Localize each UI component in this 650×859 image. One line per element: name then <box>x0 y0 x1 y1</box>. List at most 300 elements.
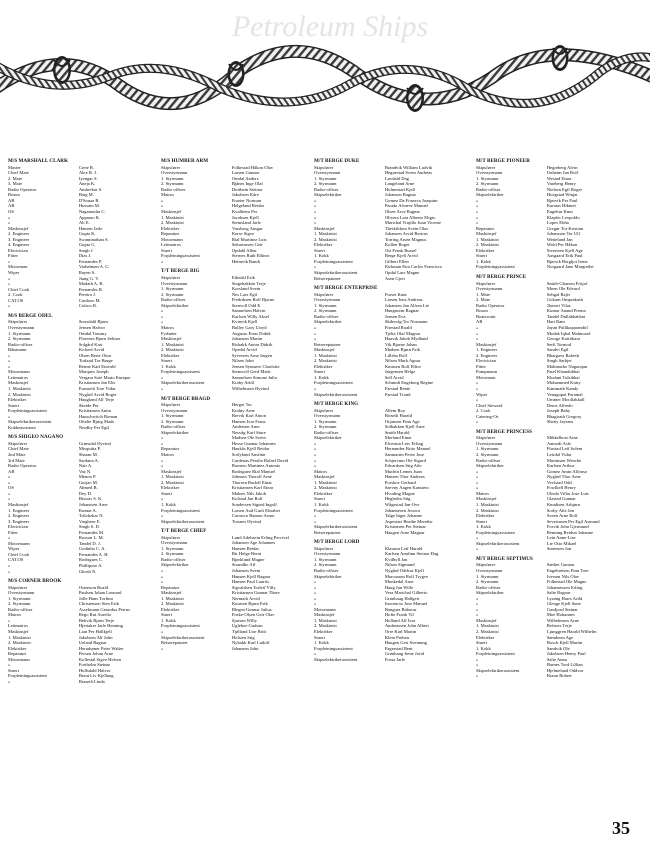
crew-name: Sell Arvid <box>384 374 404 380</box>
rope-banner-illustration <box>0 0 650 130</box>
crew-rank: Skipsfører <box>161 534 181 540</box>
crew-name: Bir Helge Bernt <box>231 551 262 557</box>
crew-name: Hansen Ivar Frans <box>231 418 266 424</box>
crew-name: Hauschwitch Roman <box>78 413 118 419</box>
crew-rank: » <box>476 479 479 485</box>
crew-name: Swaminathan S. <box>78 236 109 242</box>
crew-rank: » <box>161 496 164 502</box>
crew-name: Opedal Arvid <box>231 347 257 353</box>
crew-rank: Skipselektriker <box>314 319 342 325</box>
crew-rank: Skipselektrikerassistent <box>8 419 52 425</box>
crew-name: Kvalheim Per <box>231 208 258 214</box>
crew-name: Renning Reidun Johanne <box>546 529 594 535</box>
crew-rank: Motorman <box>476 374 496 380</box>
crew-rank: » <box>8 617 11 623</box>
crew-rank: Fitter <box>8 529 18 535</box>
crew-rank: Overstyrmann <box>314 413 341 419</box>
crew-rank: 1. Maskinist <box>161 474 184 480</box>
crew-name: Venugopal Paramal <box>546 391 583 397</box>
crew-name: Nilsen Sigmund <box>384 562 415 568</box>
crew-rank: Chief Mate <box>8 446 29 452</box>
crew-rank: 1. Styrmann <box>314 175 337 181</box>
crew-rank: » <box>161 440 164 446</box>
crew-rank: » <box>314 513 317 519</box>
crew-rank: Forpleiningsassistent <box>161 507 200 513</box>
crew-rank: Skipsfører <box>314 545 334 551</box>
crew-name: Jensen Halvor <box>78 324 105 330</box>
crew-rank: 1. Styrmann <box>161 286 184 292</box>
crew-name: Barnes Tord Lillian <box>546 662 583 668</box>
crew-name: Moen Ole Edvard <box>546 286 580 292</box>
crew-rank: Skipsfører <box>314 164 334 170</box>
crew-name: Bjørvik Per Paul <box>546 197 578 203</box>
crew-rank: Skipsfører <box>161 402 181 408</box>
ship-section <box>476 429 630 552</box>
crew-rank: Skipselektriker <box>476 192 504 198</box>
crew-rank: Overstyrmann <box>314 551 341 557</box>
crew-name: Engebretsen Finn Tore <box>546 568 589 574</box>
crew-rank: » <box>476 656 479 662</box>
crew-name: Jacobsen Kjell <box>231 214 259 220</box>
crew-rank: » <box>314 208 317 214</box>
crew-rank: Radio Operator <box>8 463 37 469</box>
crew-name: Sigvaldsen Torleif Villy <box>231 584 276 590</box>
crew-rank: Reparatør <box>161 446 180 452</box>
crew-rank: 2. Styrmann <box>476 452 499 458</box>
crew-name: Nielsen Egil Roger <box>546 186 583 192</box>
crew-name: Jakobsen Kåre <box>231 192 259 198</box>
crew-rank: Elektriker <box>314 490 333 496</box>
crew-name: Vik Bjarne Johan <box>384 341 417 347</box>
ship-name: M/T BERGE LORD <box>314 539 360 546</box>
crew-rank: Skipsfører <box>8 584 28 590</box>
crew-name: Marcussen Rolf Trygve <box>384 573 429 579</box>
crew-row <box>8 425 162 431</box>
crew-name: Ueland Ragnar <box>78 640 107 646</box>
ship-name: M/T BERGE KING <box>314 401 359 408</box>
crew-rank: 1. Maskinist <box>8 634 31 640</box>
crew-rank: 1. Kokk <box>314 253 329 259</box>
crew-name: Torring Arsen Magnus <box>384 236 427 242</box>
crew-rank: Wiper <box>476 391 488 397</box>
crew-rank: Skipselektriker <box>314 435 342 441</box>
crew-name: Hansen Jarle <box>78 225 103 231</box>
rope-knot-icon <box>552 45 569 71</box>
crew-name: Hegreberg Alvin <box>546 164 578 170</box>
crew-name: Knutsen Bjørn Erik <box>231 601 268 607</box>
crew-name: Martinsen Wenche <box>546 457 582 463</box>
ship-name: T/T BERGE CHIEF <box>161 528 207 535</box>
crew-rank: Overstyrmann <box>476 170 503 176</box>
crew-rank: Stuert <box>8 402 19 408</box>
ship-name: M/S CORNER BROOK <box>8 578 62 585</box>
crew-rank: » <box>8 479 11 485</box>
crew-rank: » <box>8 363 11 369</box>
crew-rank: » <box>8 214 11 220</box>
crew-name: Ubeda Villar Jose Luis <box>546 490 589 496</box>
ship-name: M/T BERGE PRINCE <box>476 273 527 280</box>
crew-name: Nair A. <box>78 463 93 469</box>
crew-rank: » <box>476 546 479 552</box>
crew-rank: Wiper <box>8 546 20 552</box>
crew-name: Sardana A. <box>78 457 99 463</box>
crew-name: Lysøng Harrs Arild <box>546 595 583 601</box>
crew-name: Hjelmeland Oddvar <box>546 667 584 673</box>
crew-name: Hansen Thor Andreas <box>384 474 425 480</box>
crew-rank: Matros <box>161 324 175 330</box>
crew-rank: » <box>314 336 317 342</box>
crew-rank: 1. Kokk <box>161 363 176 369</box>
crew-rank: 1. Styrmann <box>476 175 499 181</box>
crew-rank: Stuert <box>314 369 325 375</box>
crew-rank: 2. Styrmann <box>161 181 184 187</box>
crew-rank: OS <box>8 485 14 491</box>
crew-rank: » <box>8 281 11 287</box>
crew-name: Haugland Alf Terje <box>78 397 115 403</box>
crew-name: Smith-Gharsen Fritjof <box>546 280 588 286</box>
crew-rank: Reparatør <box>8 651 27 657</box>
crew-name: Samuelsen Simone Julia <box>231 374 277 380</box>
crew-rank: Forpleiningsassistent <box>314 380 353 386</box>
crew-row <box>8 569 162 575</box>
crew-rank: 2. Maskinist <box>161 479 184 485</box>
crew-rank: 1. Engineer <box>476 347 498 353</box>
crew-name: Eikedal Erik <box>231 275 255 281</box>
crew-name: Sandvi Egil <box>546 347 569 353</box>
crew-row <box>476 419 630 425</box>
crew-name: Sondersen Sigurd Ingolf <box>231 501 277 507</box>
crew-name: Marichal Trujillo Juan Vicente <box>384 220 441 226</box>
crew-name: Kristiansen Karl Einar <box>231 485 274 491</box>
crew-name: Khalani Tulsibhai <box>546 374 580 380</box>
crew-name: Alex R. J. <box>78 170 98 176</box>
crew-rank: Fitter <box>476 363 486 369</box>
ship-name: M/S BERGE ODEL <box>8 312 53 319</box>
crew-name: Lund Adelstein Erling Percival <box>231 534 289 540</box>
crew-rank: 3. Engineer <box>8 518 30 524</box>
crew-name: Larsen Gunnar <box>231 170 260 176</box>
ship-section <box>476 556 630 679</box>
crew-name: Jørgensen Helge <box>384 369 416 375</box>
crew-name: Monkedal Arne <box>384 579 414 585</box>
crew-name: Hari Ram <box>546 319 565 325</box>
crew-rank: 2nd Mate <box>8 452 26 458</box>
crew-rank: Elektriker <box>161 352 180 358</box>
crew-rank: » <box>314 220 317 226</box>
crew-rank: Overstyrmann <box>8 324 35 330</box>
crew-rank: 1. Kokk <box>476 258 491 264</box>
ship-name: M/T BERGE SEPTIMUS <box>476 555 533 562</box>
crew-rank: Skipsfører <box>476 164 496 170</box>
crew-rank: Skipselektrikerassistent <box>314 391 358 397</box>
crew-rank: Skipsfører <box>476 435 496 441</box>
crew-rank: OS <box>8 208 14 214</box>
crew-name: Therkildsen Svein Olav <box>384 225 429 231</box>
crew-rank: 2. Styrmann <box>161 418 184 424</box>
crew-rank: » <box>8 678 11 684</box>
crew-name: Nes Lars Egil <box>231 291 258 297</box>
crew-name: Vassbrog Ansgar <box>231 225 263 231</box>
crew-name: Nybakk Karl Ludolf <box>231 640 270 646</box>
crew-name: Madath A. R. <box>78 281 104 287</box>
crew-name: Folkestad Ole Magne <box>546 579 587 585</box>
crew-rank: Maskinsjef <box>8 629 29 635</box>
crew-rank: AB <box>8 203 15 209</box>
crew-name: Morland Einar <box>384 435 412 441</box>
crew-name: Gregør Tor Kristian <box>546 225 584 231</box>
crew-rank: 1. Kokk <box>314 501 329 507</box>
crew-name: Refsnes Terje <box>546 623 572 629</box>
crew-name: Brandvik William Ludvik <box>384 164 433 170</box>
crew-name: Gupta K. <box>78 231 96 237</box>
crew-rank: » <box>8 562 11 568</box>
crew-row <box>314 276 468 282</box>
crew-name: Severinsen Per Egil Asmund <box>546 518 600 524</box>
crew-name: Jayan Pullikaparambil <box>546 324 588 330</box>
crew-rank: 1. Styrmann <box>314 302 337 308</box>
crew-name: Aamodt Asle <box>546 440 571 446</box>
crew-rank: Lettmatros <box>161 242 181 248</box>
crew-rank: Skipselektrikerassistent <box>161 380 205 386</box>
crew-rank: Stuert <box>476 253 487 259</box>
crew-name: Haug Jan Wille <box>384 584 414 590</box>
crew-rank: Skipsfører <box>8 440 28 446</box>
crew-name: Salte Ragnar <box>546 590 571 596</box>
crew-rank: 2. Maskinist <box>314 485 337 491</box>
crew-name: Langeland Arne <box>384 181 415 187</box>
crew-name: Denis Alfredo <box>546 402 573 408</box>
crew-name: Persen Johan Arne <box>78 651 114 657</box>
crew-rank: » <box>161 197 164 203</box>
crew-name: Iversen Nils Olav <box>546 573 580 579</box>
crew-rank: » <box>161 374 164 380</box>
crew-name: Asselmann Gerardus Petrus <box>78 606 130 612</box>
crew-name: Vevlstad Odd <box>546 479 572 485</box>
crew-name: Heimvik Randi <box>231 258 261 264</box>
crew-name: Farstad Bente <box>384 385 411 391</box>
crew-name: Smith Harald <box>384 429 410 435</box>
crew-rank: 1. Styrmann <box>314 556 337 562</box>
crew-row <box>314 530 468 536</box>
crew-name: Wetteland Jan <box>546 236 573 242</box>
crew-rank: Radio-offiser <box>314 429 339 435</box>
crew-rank: 1. Styrmann <box>476 446 499 452</box>
crew-row <box>161 386 315 392</box>
crew-name: Baig M. <box>78 192 94 198</box>
crew-rank: Overstyrmann <box>161 540 188 546</box>
crew-name: Kristiansen Gunnar Thore <box>231 590 280 596</box>
crew-rank: Radio-offiser <box>161 186 186 192</box>
crew-name: Hesse Gunnar Johannes <box>231 440 276 446</box>
crew-rank: » <box>314 651 317 657</box>
crew-rank: » <box>476 203 479 209</box>
crew-rank: » <box>161 579 164 585</box>
crew-rank: 1. Styrmann <box>8 595 31 601</box>
ship-section <box>476 274 630 425</box>
crew-name: Sehgal Rajiv <box>546 291 571 297</box>
crew-name: Jensen Eva <box>384 313 406 319</box>
crew-name: Nilsen Mark Agnar <box>384 358 421 364</box>
crew-name: Farstad Trond <box>384 391 411 397</box>
crew-name: Hoegstad Winjar <box>546 192 578 198</box>
crew-name: Asen Gjert <box>384 275 405 281</box>
crew-rank: » <box>476 220 479 226</box>
crew-rank: Elektriker <box>8 397 27 403</box>
crew-name: Rego Rui Aurelio <box>78 612 112 618</box>
crew-rank: Radio-offiser <box>161 297 186 303</box>
crew-rank: Elektriker <box>161 225 180 231</box>
crew-name: Malimutho Nagarajan <box>546 363 588 369</box>
crew-name: Gasdjord Steinar <box>546 606 578 612</box>
crew-rank: Maskinsjef <box>314 612 335 618</box>
crew-rank: 2. Mate <box>476 297 491 303</box>
crew-rank: » <box>161 313 164 319</box>
crew-name: Pereira J. <box>78 292 96 298</box>
crew-name: Reime Karl Einvald <box>78 363 116 369</box>
crew-name: Fernandes A. H. <box>78 551 109 557</box>
crew-rank: » <box>161 573 164 579</box>
crew-rank: Radio-offiser <box>8 606 33 612</box>
crew-rank: Matros <box>161 452 175 458</box>
crew-rank: » <box>314 203 317 209</box>
crew-rank: 1. Maskinist <box>314 352 337 358</box>
crew-name: Sæther Gunnar <box>546 562 575 568</box>
ship-name: M/S HUMBER ARM <box>161 158 209 164</box>
crew-rank: Motorman <box>8 264 28 270</box>
crew-row <box>161 646 315 652</box>
ship-section <box>8 434 162 574</box>
crew-name: Karlsen Willy Aksel <box>231 313 270 319</box>
crew-rank: Elektriker <box>476 247 495 253</box>
crew-name: Bjånes Inge Olaf <box>231 181 263 187</box>
crew-name: Phillipose A. <box>78 562 103 568</box>
crew-rank: 2. Styrmann <box>8 601 31 607</box>
crew-name: Johansen Arvid Bertrus <box>384 231 428 237</box>
crew-rank: » <box>476 485 479 491</box>
crew-name: Johansen John <box>231 645 259 651</box>
crew-rank: 1. Kokk <box>314 640 329 646</box>
crew-rank: Kokkeassistent <box>8 424 36 430</box>
crew-rank: Bosun <box>476 308 488 314</box>
crew-rank: » <box>314 214 317 220</box>
crew-rank: Skipselektrikerassistent <box>314 524 358 530</box>
crew-rank: » <box>314 324 317 330</box>
crew-name: Nygård Oddvar Kjell <box>384 568 424 574</box>
crew-rank: Motormann <box>8 369 30 375</box>
crew-rank: 1. Maskinist <box>314 617 337 623</box>
crew-rank: Overstyrmann <box>161 407 188 413</box>
crew-name: Brisetli Harald <box>384 413 413 419</box>
crew-rank: Skipselektrikerassistent <box>314 269 358 275</box>
crew-name: Ljunggren Harald Wilhelm <box>546 629 597 635</box>
crew-name: Steinsland Jarle <box>231 220 261 226</box>
crew-rank: Skipselektrikerassistent <box>161 518 205 524</box>
crew-name: Aneja K. <box>78 181 96 187</box>
crew-column <box>161 158 315 822</box>
crew-name: Kristensen Per Steinar <box>384 524 426 530</box>
crew-rank: » <box>476 601 479 607</box>
crew-rank: » <box>161 203 164 209</box>
crew-name: Hansen Paul Laurits <box>231 579 270 585</box>
crew-name: Fossa Jarle <box>384 656 406 662</box>
crew-rank: » <box>476 380 479 386</box>
crew-rank: Stuert <box>161 490 172 496</box>
crew-rank: Stuert <box>161 247 172 253</box>
crew-name: Trilokekar N. <box>78 513 104 519</box>
crew-name: Nygård Arvid Roger <box>78 391 117 397</box>
crew-rank: 2. Maskinist <box>161 347 184 353</box>
crew-rank: 2. Engineer <box>476 352 498 358</box>
crew-rank: » <box>314 584 317 590</box>
crew-rank: Stuert <box>314 247 325 253</box>
crew-rank: Radio Operator <box>476 302 505 308</box>
crew-rank: » <box>476 336 479 342</box>
crew-name: Schmidt Engeborg Regine <box>384 380 434 386</box>
crew-name: Allem Roy <box>384 407 406 413</box>
crew-rank: 4. Engineer <box>8 242 30 248</box>
crew-name: Grønhaug Irene Jorid <box>384 651 425 657</box>
crew-column <box>8 158 162 822</box>
crew-rank: Overstyrmann <box>314 170 341 176</box>
crew-name: Risbakk Anton Didrik <box>231 341 273 347</box>
crew-name: Forvik John Gjermund <box>546 524 589 530</box>
crew-name: Grimsdal Øyvind <box>78 440 111 446</box>
crew-name: Sorby Atle Jan <box>546 507 574 513</box>
crew-rank: 2. Styrmann <box>314 562 337 568</box>
crew-name: Jhaveri Vilas <box>546 302 571 308</box>
crew-name: Glastad Gunnar <box>546 496 576 502</box>
crew-rank: » <box>476 468 479 474</box>
crew-name: Jakobsen Alf John <box>78 634 113 640</box>
crew-name: Kumar Anand Prema <box>546 308 586 314</box>
crew-rank: Elektriker <box>161 485 180 491</box>
crew-name: Johnsen Thorolf Arne <box>231 474 272 480</box>
crew-name: Ummer Moollakkall <box>546 397 585 403</box>
crew-name: Haugen Geir Sveinung <box>384 640 427 646</box>
crew-rank: Skipselektrikerassistent <box>476 667 520 673</box>
crew-rank: Skipselektrikerassistent <box>476 540 520 546</box>
crew-name: Blegen Gunnar Julius <box>231 606 272 612</box>
crew-name: Tjølland Lise Britt <box>231 629 267 635</box>
crew-rank: 1. Maskinist <box>314 231 337 237</box>
ship-section <box>161 158 315 264</box>
crew-name: Olivera Lara Alberto Eligio <box>384 214 436 220</box>
crew-rank: 2. Maskinist <box>314 358 337 364</box>
crew-name: Johansen Ragnar <box>384 192 417 198</box>
crew-name: Mikkelbost Arne <box>546 435 578 441</box>
crew-name: Ostenson Roald <box>78 584 109 590</box>
crew-rank: » <box>314 440 317 446</box>
crew-rank: Electrician <box>476 358 496 364</box>
crew-name: Andersen Arne <box>231 424 260 430</box>
crew-rank: Elektriker <box>476 634 495 640</box>
crew-name: Kristiansen Anita <box>78 408 111 414</box>
crew-rank: Maskinsjef <box>161 590 182 596</box>
crew-name: Kollestal Sigve Helsen <box>78 656 121 662</box>
crew-name: Kumar A. <box>78 507 97 513</box>
crew-name: Paulsen Johan Leonard <box>78 590 122 596</box>
crew-rank: Skipselektrikerassistent <box>161 634 205 640</box>
crew-rank: 2. Styrmann <box>314 424 337 430</box>
crew-rank: Elektriker <box>161 606 180 612</box>
crew-name: Madsen Ole Svein <box>231 435 266 441</box>
ship-name: M/T BERGE DUKE <box>314 158 360 164</box>
crew-rank: Maskinsjef <box>161 336 182 342</box>
crew-name: Gomez Da Fonseca Joaquim <box>384 197 438 203</box>
crew-rank: 1. Styrmann <box>161 545 184 551</box>
crew-rank: 2. Styrmann <box>476 579 499 585</box>
crew-rank: » <box>314 197 317 203</box>
